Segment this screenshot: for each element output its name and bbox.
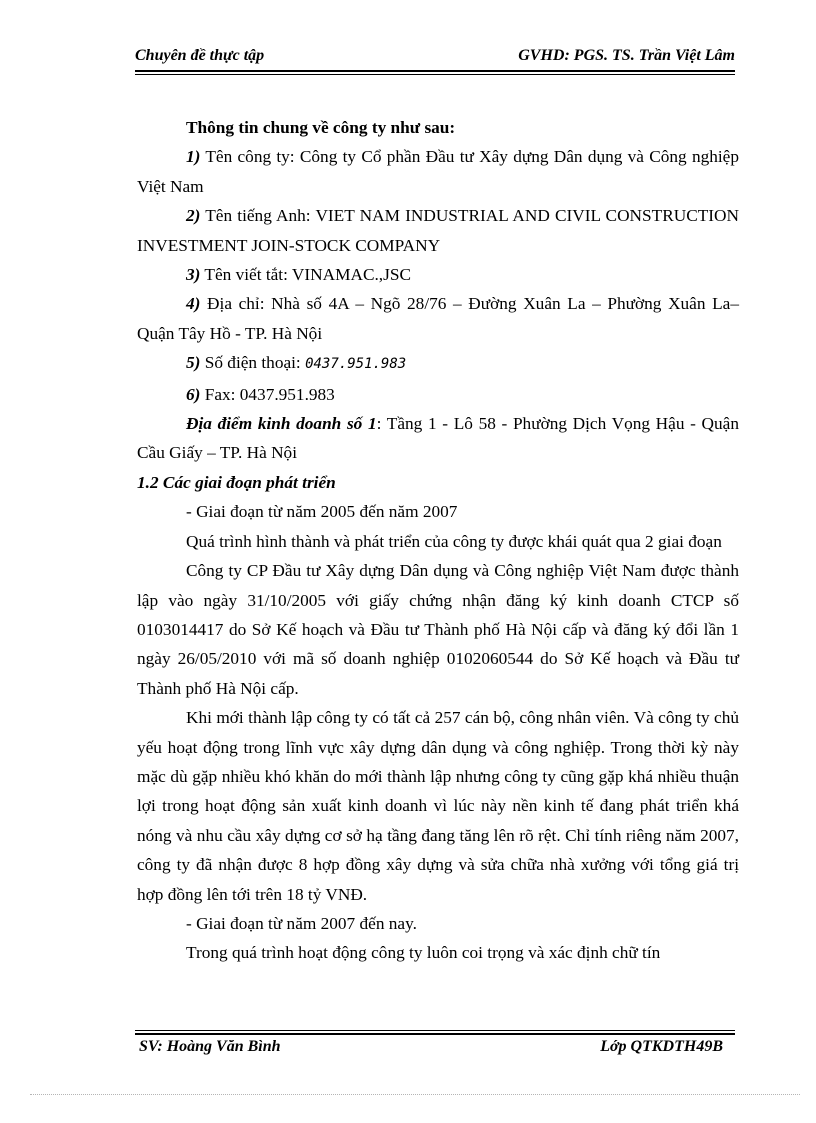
item-number: 3) xyxy=(186,265,201,285)
paragraph: Khi mới thành lập công ty có tất cả 257 cán bộ, công nhân viên. Và công ty chủ yếu hoạt động trong lĩnh vực xây dựng dân dụng và công nghiệp. Trong thời kỳ này mặc dù gặp nhiều khó khăn do mới thành lập nhưng công ty cũng gặp khá nhiều thuận lợi trong hoạt động sản xuất kinh doanh vì lúc này nền kinh tế đang phát triển khá nóng và nhu cầu xây dựng cơ sở hạ tầng đang tăng lên rõ rệt. Chỉ tính riêng năm 2007, công ty đã nhận được 8 hợp đồng xây dựng và sửa chữa nhà xưởng với tổng giá trị hợp đồng lên tới trên 18 tỷ VNĐ. xyxy=(137,708,739,904)
info-item xyxy=(137,348,739,379)
footer-class: Lớp QTKDTH49B xyxy=(600,1038,723,1055)
item-text: Địa chỉ: Nhà số 4A – Ngõ 28/76 – Đường Xuân La – Phường Xuân La– Quận Tây Hồ - TP. Hà Nội xyxy=(137,294,739,343)
item-text: Tên viết tắt: VINAMAC.,JSC xyxy=(200,265,411,285)
footer-student: SV: Hoàng Văn Bình xyxy=(139,1038,281,1055)
item-number: 1) xyxy=(186,147,201,167)
paragraph: Quá trình hình thành và phát triển của công ty được khái quát qua 2 giai đoạn xyxy=(186,531,722,551)
item-number: 2) xyxy=(186,206,201,226)
header-advisor: GVHD: PGS. TS. Trần Việt Lâm xyxy=(518,47,735,64)
item-number: 4) xyxy=(186,294,201,314)
intro-heading: Thông tin chung về công ty như sau: xyxy=(186,118,456,137)
business-location xyxy=(137,409,739,468)
item-number: 6) xyxy=(186,384,201,404)
document-body xyxy=(137,113,739,968)
page-edge-divider xyxy=(30,1094,800,1095)
info-item xyxy=(137,142,739,201)
info-item xyxy=(137,201,739,260)
header-rule xyxy=(135,70,735,75)
item-text: Tên công ty: Công ty Cổ phần Đầu tư Xây dựng Dân dụng và Công nghiệp Việt Nam xyxy=(137,147,739,196)
page-footer xyxy=(135,1038,735,1060)
info-item xyxy=(137,289,739,348)
paragraph: - Giai đoạn từ năm 2005 đến năm 2007 xyxy=(186,502,458,522)
business-location-label: Địa điểm kinh doanh số 1 xyxy=(186,414,377,434)
page-header xyxy=(135,47,735,69)
header-subject: Chuyên đề thực tập xyxy=(135,47,265,64)
phone-number: 0437.951.983 xyxy=(305,356,407,373)
item-text: Fax: 0437.951.983 xyxy=(200,384,335,404)
business-location-text: : Tầng 1 - Lô 58 - Phường Dịch Vọng Hậu - Quận Cầu Giấy – TP. Hà Nội xyxy=(137,414,739,463)
item-text: Tên tiếng Anh: VIET NAM INDUSTRIAL AND CIVIL CONSTRUCTION INVESTMENT JOIN-STOCK COMPANY xyxy=(137,206,739,255)
footer-rule xyxy=(135,1030,735,1035)
item-number: 5) xyxy=(186,353,201,373)
paragraph: Trong quá trình hoạt động công ty luôn coi trọng và xác định chữ tín xyxy=(186,943,661,963)
item-text: Số điện thoại: xyxy=(200,353,306,373)
paragraph: - Giai đoạn từ năm 2007 đến nay. xyxy=(186,913,417,933)
info-item xyxy=(137,380,739,409)
info-item xyxy=(137,260,739,289)
section-heading: 1.2 Các giai đoạn phát triển xyxy=(137,472,336,492)
paragraph: Công ty CP Đầu tư Xây dựng Dân dụng và Công nghiệp Việt Nam được thành lập vào ngày 31/10/2005 với giấy chứng nhận đăng ký kinh doanh CTCP số 0103014417 do Sở Kế hoạch và Đầu tư Thành phố Hà Nội cấp và đăng ký đổi lần 1 ngày 26/05/2010 với mã số doanh nghiệp 0102060544 do Sở Kế hoạch và Đầu tư Thành phố Hà Nội cấp. xyxy=(137,561,739,698)
